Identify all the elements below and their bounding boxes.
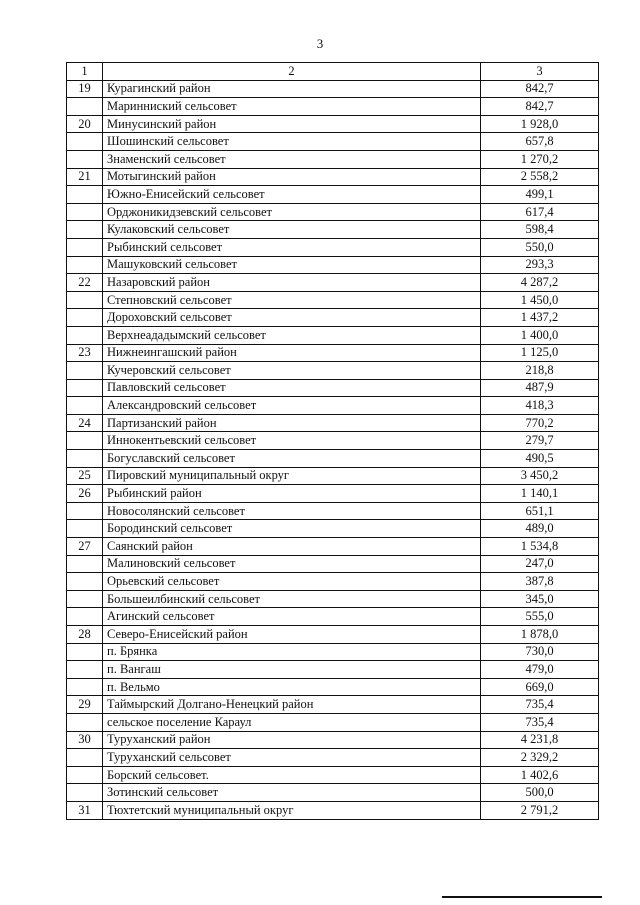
- row-number-cell: [67, 186, 103, 204]
- row-number-cell: [67, 590, 103, 608]
- amount-cell: 657,8: [481, 133, 599, 151]
- municipality-name-cell: Дороховский сельсовет: [103, 309, 481, 327]
- municipality-name-cell: Зотинский сельсовет: [103, 784, 481, 802]
- row-number-cell: [67, 238, 103, 256]
- row-number-cell: 21: [67, 168, 103, 186]
- amount-cell: 479,0: [481, 661, 599, 679]
- row-number-cell: [67, 203, 103, 221]
- municipality-name-cell: Шошинский сельсовет: [103, 133, 481, 151]
- municipality-name-cell: Александровский сельсовет: [103, 397, 481, 415]
- table-row: [67, 485, 599, 503]
- municipality-name-cell: Маринниский сельсовет: [103, 98, 481, 116]
- amount-cell: 842,7: [481, 98, 599, 116]
- municipality-name-cell: Минусинский район: [103, 115, 481, 133]
- municipality-name-cell: Степновский сельсовет: [103, 291, 481, 309]
- amount-cell: 2 558,2: [481, 168, 599, 186]
- table-row: [67, 397, 599, 415]
- municipality-name-cell: Пировский муниципальный округ: [103, 467, 481, 485]
- row-number-cell: [67, 749, 103, 767]
- table-row: [67, 274, 599, 292]
- table-row: [67, 414, 599, 432]
- table-row: [67, 221, 599, 239]
- row-number-cell: 19: [67, 80, 103, 98]
- table-row: [67, 661, 599, 679]
- municipality-name-cell: Павловский сельсовет: [103, 379, 481, 397]
- row-number-cell: 30: [67, 731, 103, 749]
- row-number-cell: [67, 98, 103, 116]
- row-number-cell: [67, 502, 103, 520]
- table-row: [67, 590, 599, 608]
- table-row: [67, 256, 599, 274]
- table-row: [67, 538, 599, 556]
- row-number-cell: 25: [67, 467, 103, 485]
- amount-cell: 617,4: [481, 203, 599, 221]
- amount-cell: 1 450,0: [481, 291, 599, 309]
- municipality-name-cell: Назаровский район: [103, 274, 481, 292]
- row-number-cell: [67, 291, 103, 309]
- row-number-cell: [67, 221, 103, 239]
- table-row: [67, 573, 599, 591]
- amount-cell: 279,7: [481, 432, 599, 450]
- amount-cell: 500,0: [481, 784, 599, 802]
- municipality-name-cell: Туруханский сельсовет: [103, 749, 481, 767]
- amount-cell: 1 534,8: [481, 538, 599, 556]
- table-row: [67, 344, 599, 362]
- municipality-name-cell: Курагинский район: [103, 80, 481, 98]
- municipality-name-cell: Орьевский сельсовет: [103, 573, 481, 591]
- row-number-cell: [67, 661, 103, 679]
- municipality-name-cell: п. Брянка: [103, 643, 481, 661]
- table-row: [67, 150, 599, 168]
- table-row: [67, 626, 599, 644]
- row-number-cell: [67, 326, 103, 344]
- row-number-cell: 28: [67, 626, 103, 644]
- table-row: [67, 168, 599, 186]
- table-row: [67, 749, 599, 767]
- row-number-cell: [67, 379, 103, 397]
- row-number-cell: [67, 432, 103, 450]
- amount-cell: 1 402,6: [481, 766, 599, 784]
- row-number-cell: [67, 678, 103, 696]
- row-number-cell: 31: [67, 801, 103, 819]
- row-number-cell: 20: [67, 115, 103, 133]
- table-header-row: [67, 63, 599, 81]
- amount-cell: 555,0: [481, 608, 599, 626]
- table-row: [67, 432, 599, 450]
- row-number-cell: [67, 573, 103, 591]
- amount-cell: 598,4: [481, 221, 599, 239]
- municipality-name-cell: Туруханский район: [103, 731, 481, 749]
- municipality-name-cell: Кулаковский сельсовет: [103, 221, 481, 239]
- table-row: [67, 362, 599, 380]
- amount-cell: 4 231,8: [481, 731, 599, 749]
- table-row: [67, 713, 599, 731]
- amount-cell: 487,9: [481, 379, 599, 397]
- row-number-cell: [67, 150, 103, 168]
- table-body: [67, 80, 599, 819]
- amount-cell: 1 140,1: [481, 485, 599, 503]
- municipality-name-cell: Нижнеингашский район: [103, 344, 481, 362]
- table-row: [67, 696, 599, 714]
- table-row: [67, 186, 599, 204]
- municipality-name-cell: сельское поселение Караул: [103, 713, 481, 731]
- table-row: [67, 801, 599, 819]
- amount-cell: 3 450,2: [481, 467, 599, 485]
- municipality-name-cell: п. Вельмо: [103, 678, 481, 696]
- municipality-name-cell: Северо-Енисейский район: [103, 626, 481, 644]
- amount-cell: 490,5: [481, 450, 599, 468]
- municipality-name-cell: Мотыгинский район: [103, 168, 481, 186]
- municipality-name-cell: Верхнеададымский сельсовет: [103, 326, 481, 344]
- table-row: [67, 115, 599, 133]
- municipality-name-cell: Новосолянский сельсовет: [103, 502, 481, 520]
- municipality-name-cell: Кучеровский сельсовет: [103, 362, 481, 380]
- bottom-rule-line: [442, 896, 602, 898]
- row-number-cell: 29: [67, 696, 103, 714]
- municipality-name-cell: Саянский район: [103, 538, 481, 556]
- amount-cell: 387,8: [481, 573, 599, 591]
- municipality-name-cell: Рыбинский район: [103, 485, 481, 503]
- row-number-cell: 27: [67, 538, 103, 556]
- municipality-name-cell: Рыбинский сельсовет: [103, 238, 481, 256]
- table-row: [67, 326, 599, 344]
- municipality-name-cell: Таймырский Долгано-Ненецкий район: [103, 696, 481, 714]
- amount-cell: 842,7: [481, 80, 599, 98]
- table-row: [67, 291, 599, 309]
- row-number-cell: [67, 309, 103, 327]
- table-row: [67, 467, 599, 485]
- table-row: [67, 784, 599, 802]
- row-number-cell: [67, 362, 103, 380]
- row-number-cell: [67, 256, 103, 274]
- amount-cell: 1 400,0: [481, 326, 599, 344]
- row-number-cell: 22: [67, 274, 103, 292]
- table-row: [67, 238, 599, 256]
- table-row: [67, 731, 599, 749]
- amount-cell: 770,2: [481, 414, 599, 432]
- row-number-cell: [67, 520, 103, 538]
- amount-cell: 1 437,2: [481, 309, 599, 327]
- table-row: [67, 379, 599, 397]
- table-row: [67, 520, 599, 538]
- row-number-cell: [67, 555, 103, 573]
- table-row: [67, 450, 599, 468]
- municipality-name-cell: Южно-Енисейский сельсовет: [103, 186, 481, 204]
- amount-cell: 247,0: [481, 555, 599, 573]
- table-row: [67, 555, 599, 573]
- table-row: [67, 309, 599, 327]
- page-number: 3: [316, 36, 324, 51]
- amount-cell: 730,0: [481, 643, 599, 661]
- municipality-name-cell: п. Вангаш: [103, 661, 481, 679]
- table-row: [67, 643, 599, 661]
- column-header-2: 2: [103, 63, 481, 81]
- amount-cell: 1 928,0: [481, 115, 599, 133]
- amount-cell: 651,1: [481, 502, 599, 520]
- municipality-name-cell: Бородинский сельсовет: [103, 520, 481, 538]
- amount-cell: 4 287,2: [481, 274, 599, 292]
- amount-cell: 418,3: [481, 397, 599, 415]
- municipality-name-cell: Богуславский сельсовет: [103, 450, 481, 468]
- table-row: [67, 766, 599, 784]
- column-header-1: 1: [67, 63, 103, 81]
- table-row: [67, 133, 599, 151]
- municipality-name-cell: Агинский сельсовет: [103, 608, 481, 626]
- row-number-cell: [67, 450, 103, 468]
- table-row: [67, 608, 599, 626]
- amount-cell: 499,1: [481, 186, 599, 204]
- amount-cell: 550,0: [481, 238, 599, 256]
- amount-cell: 345,0: [481, 590, 599, 608]
- municipality-name-cell: Иннокентьевский сельсовет: [103, 432, 481, 450]
- table-row: [67, 98, 599, 116]
- amount-cell: 669,0: [481, 678, 599, 696]
- row-number-cell: 23: [67, 344, 103, 362]
- row-number-cell: [67, 397, 103, 415]
- table-row: [67, 80, 599, 98]
- municipality-name-cell: Знаменский сельсовет: [103, 150, 481, 168]
- municipality-name-cell: Машуковский сельсовет: [103, 256, 481, 274]
- amount-cell: 1 878,0: [481, 626, 599, 644]
- municipality-name-cell: Малиновский сельсовет: [103, 555, 481, 573]
- amount-cell: 1 270,2: [481, 150, 599, 168]
- row-number-cell: [67, 713, 103, 731]
- amount-cell: 735,4: [481, 696, 599, 714]
- amount-cell: 735,4: [481, 713, 599, 731]
- row-number-cell: [67, 766, 103, 784]
- row-number-cell: 24: [67, 414, 103, 432]
- row-number-cell: [67, 608, 103, 626]
- row-number-cell: 26: [67, 485, 103, 503]
- table-row: [67, 502, 599, 520]
- row-number-cell: [67, 784, 103, 802]
- row-number-cell: [67, 133, 103, 151]
- amount-cell: 218,8: [481, 362, 599, 380]
- amount-cell: 489,0: [481, 520, 599, 538]
- allocation-table: [66, 62, 599, 820]
- row-number-cell: [67, 643, 103, 661]
- amount-cell: 1 125,0: [481, 344, 599, 362]
- municipality-name-cell: Партизанский район: [103, 414, 481, 432]
- table-row: [67, 678, 599, 696]
- municipality-name-cell: Орджоникидзевский сельсовет: [103, 203, 481, 221]
- column-header-3: 3: [481, 63, 599, 81]
- table-row: [67, 203, 599, 221]
- municipality-name-cell: Борский сельсовет.: [103, 766, 481, 784]
- municipality-name-cell: Большеилбинский сельсовет: [103, 590, 481, 608]
- municipality-name-cell: Тюхтетский муниципальный округ: [103, 801, 481, 819]
- amount-cell: 2 329,2: [481, 749, 599, 767]
- amount-cell: 293,3: [481, 256, 599, 274]
- amount-cell: 2 791,2: [481, 801, 599, 819]
